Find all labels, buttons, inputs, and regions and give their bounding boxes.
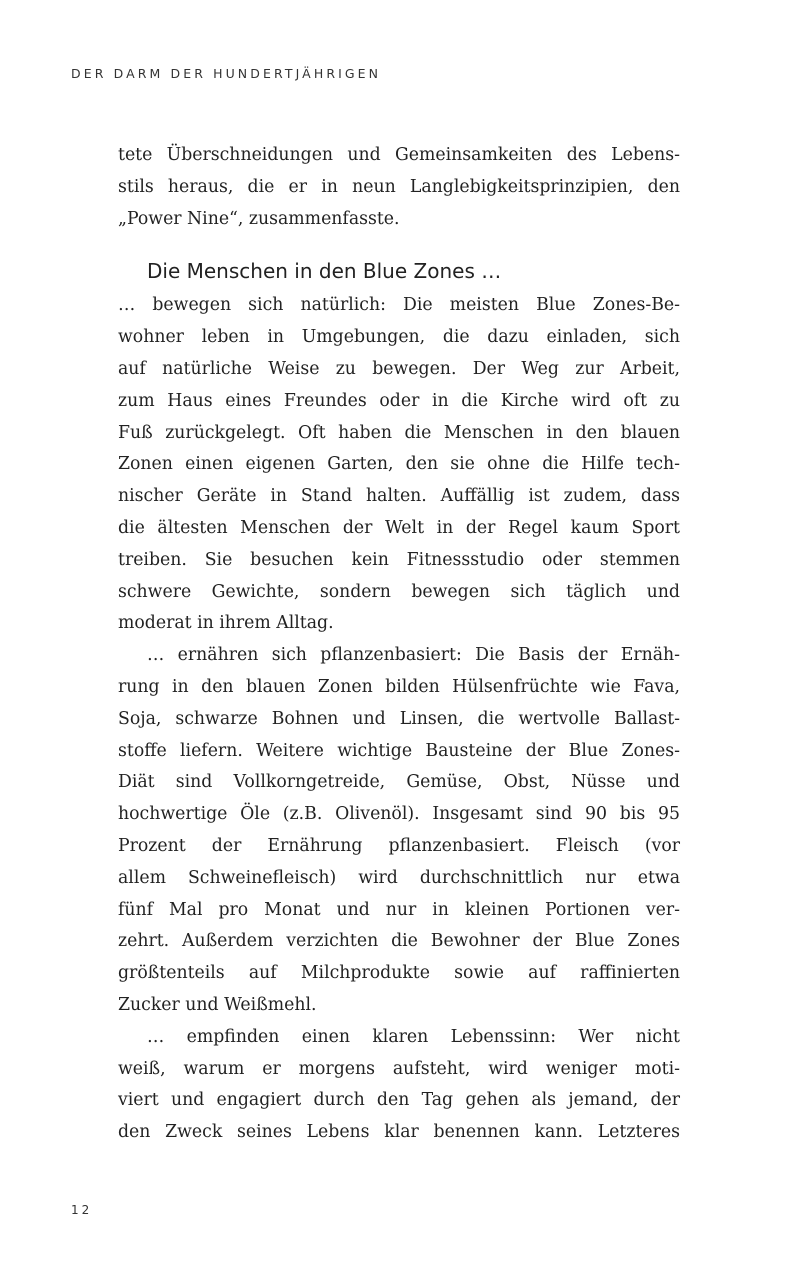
text-line: „Power Nine“, zusammenfasste.	[118, 208, 400, 229]
text-line: Diät sind Vollkorngetreide, Gemüse, Obst, Nüsse und	[118, 772, 680, 793]
text-line: die ältesten Menschen der Welt in der Regel kaum Sport	[118, 517, 680, 538]
text-line: allem Schweinefleisch) wird durchschnittlich nur etwa	[118, 867, 680, 888]
paragraph-movement	[118, 290, 680, 640]
text-line: stoffe liefern. Weitere wichtige Bausteine der Blue Zones-	[118, 740, 680, 761]
text-line: den Zweck seines Lebens klar benennen kann. Letzteres	[118, 1122, 680, 1143]
paragraph-purpose	[118, 1022, 680, 1149]
text-line: Zonen einen eigenen Garten, den sie ohne die Hilfe tech-	[118, 454, 680, 475]
text-line: viert und engagiert durch den Tag gehen als jemand, der	[118, 1090, 680, 1111]
running-head: DER DARM DER HUNDERTJÄHRIGEN	[71, 66, 382, 81]
body-text	[118, 140, 680, 1149]
text-line: … empfinden einen klaren Lebenssinn: Wer nicht	[147, 1026, 680, 1047]
text-line: Zucker und Weißmehl.	[118, 994, 317, 1015]
text-line: stils heraus, die er in neun Langlebigkeitsprinzipien, den	[118, 176, 680, 197]
text-line: tete Überschneidungen und Gemeinsamkeiten des Lebens-	[118, 145, 680, 165]
section-heading: Die Menschen in den Blue Zones …	[147, 259, 502, 284]
text-line: zum Haus eines Freundes oder in die Kirche wird oft zu	[118, 390, 680, 411]
text-line: treiben. Sie besuchen kein Fitnessstudio oder stemmen	[118, 549, 680, 570]
text-line: auf natürliche Weise zu bewegen. Der Weg zur Arbeit,	[118, 358, 680, 379]
intro-paragraph	[118, 140, 680, 235]
text-line: … ernähren sich pflanzenbasiert: Die Basis der Ernäh-	[147, 645, 680, 666]
text-line: moderat in ihrem Alltag.	[118, 613, 334, 634]
paragraph-nutrition	[118, 640, 680, 1022]
text-line: fünf Mal pro Monat und nur in kleinen Portionen ver-	[118, 899, 680, 920]
text-line: hochwertige Öle (z.B. Olivenöl). Insgesamt sind 90 bis 95	[118, 804, 680, 825]
text-line: Soja, schwarze Bohnen und Linsen, die wertvolle Ballast-	[118, 708, 680, 729]
text-line: Fuß zurückgelegt. Oft haben die Menschen in den blauen	[118, 422, 680, 443]
text-line: wohner leben in Umgebungen, die dazu einladen, sich	[118, 327, 680, 348]
text-line: … bewegen sich natürlich: Die meisten Blue Zones-Be-	[118, 295, 680, 316]
text-line: rung in den blauen Zonen bilden Hülsenfrüchte wie Fava,	[118, 676, 680, 697]
text-line: größtenteils auf Milchprodukte sowie auf raffinierten	[118, 963, 680, 984]
text-line: schwere Gewichte, sondern bewegen sich täglich und	[118, 581, 680, 602]
text-line: weiß, warum er morgens aufsteht, wird weniger moti-	[118, 1058, 680, 1079]
text-line: zehrt. Außerdem verzichten die Bewohner der Blue Zones	[118, 931, 680, 952]
text-line: Prozent der Ernährung pflanzenbasiert. Fleisch (vor	[118, 835, 680, 856]
text-line: nischer Geräte in Stand halten. Auffällig ist zudem, dass	[118, 486, 680, 507]
page-number: 12	[71, 1203, 93, 1217]
